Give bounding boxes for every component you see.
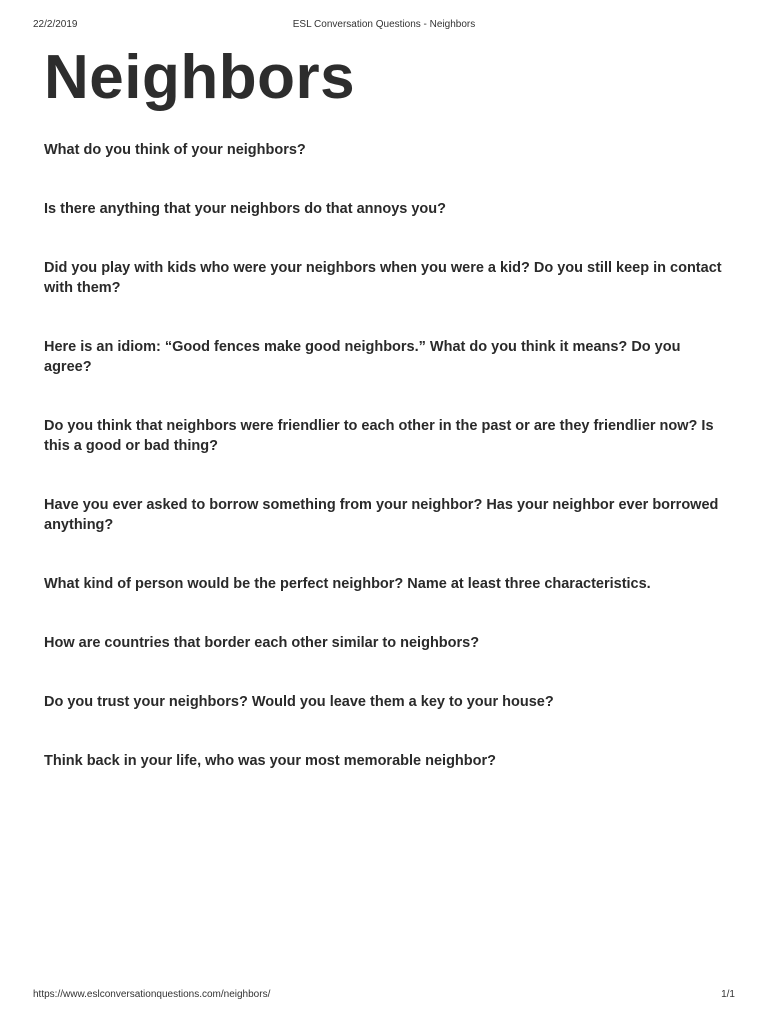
question-item: What do you think of your neighbors? <box>44 142 306 158</box>
question-item: Did you play with kids who were your neighbors when you were a kid? Do you still keep in contact with them? <box>44 260 722 296</box>
print-header <box>33 19 735 33</box>
question-item: How are countries that border each other similar to neighbors? <box>44 635 480 651</box>
question-item: Do you trust your neighbors? Would you leave them a key to your house? <box>44 694 554 710</box>
page-content <box>44 40 728 810</box>
question-item: Have you ever asked to borrow something from your neighbor? Has your neighbor ever borrowed anything? <box>44 497 719 533</box>
question-item: Do you think that neighbors were friendlier to each other in the past or are they friendlier now? Is this a good or bad thing? <box>44 418 714 454</box>
page-url: https://www.eslconversationquestions.com/neighbors/ <box>33 989 271 1000</box>
page-number: 1/1 <box>721 989 735 1000</box>
question-item: Here is an idiom: “Good fences make good neighbors.” What do you think it means? Do you agree? <box>44 339 681 375</box>
page-title: Neighbors <box>44 43 356 112</box>
print-footer <box>33 989 735 1003</box>
question-item: Think back in your life, who was your most memorable neighbor? <box>44 753 496 769</box>
question-item: What kind of person would be the perfect neighbor? Name at least three characteristics. <box>44 576 651 592</box>
question-list <box>44 140 728 771</box>
print-date: 22/2/2019 <box>33 19 78 30</box>
question-item: Is there anything that your neighbors do that annoys you? <box>44 201 446 217</box>
print-document-title: ESL Conversation Questions - Neighbors <box>292 19 476 30</box>
